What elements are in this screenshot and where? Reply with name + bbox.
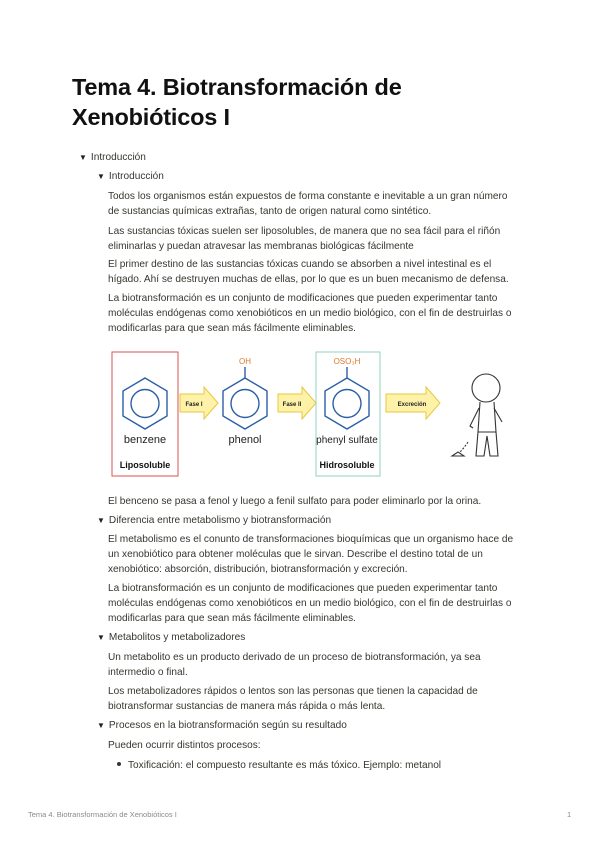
- benzene-ring-icon: [123, 378, 167, 429]
- text-line: La biotransformación es un conjunto de modificaciones que pueden experimentar tanto: [108, 583, 498, 594]
- excretion-label: Excreción: [397, 402, 427, 408]
- paragraph: [108, 291, 528, 336]
- toggle-diferencia[interactable]: [97, 513, 331, 528]
- text-line: hígado. Ahí se destruyen muchas de ellas, por lo que es un buen mecanismo de defensa.: [108, 274, 509, 285]
- toggle-label: Diferencia entre metabolismo y biotransformación: [108, 515, 332, 526]
- text-line: Los metabolizadores rápidos o lentos son las personas que tienen la capacidad de: [108, 686, 478, 697]
- toggle-label: Procesos en la biotransformación según su resultado: [108, 720, 347, 731]
- phenyl-sulfate-ring-icon: [325, 367, 369, 429]
- paragraph: [108, 257, 528, 287]
- text-line: eliminarlas y puedan atravesar las membranas biológicas fácilmente: [108, 241, 414, 252]
- triangle-down-icon[interactable]: ▼: [97, 516, 105, 525]
- paragraph: [108, 738, 528, 753]
- text-line: modificarlas para que sean más fácilmente eliminables.: [108, 613, 356, 624]
- text-line: de sustancias químicas extrañas, tanto de origen natural como sintético.: [108, 206, 432, 217]
- paragraph: [108, 532, 528, 577]
- toggle-introduccion[interactable]: [79, 150, 146, 165]
- hidrosoluble-label: Hidrosoluble: [319, 460, 375, 470]
- toggle-metabolitos[interactable]: [97, 630, 245, 645]
- phase-1-arrow: [180, 387, 218, 419]
- text-line: moléculas endógenas como xenobióticos en un medio biológico, con el fin de destruirlas o: [108, 598, 512, 609]
- paragraph: [108, 684, 528, 714]
- text-line: El primer destino de las sustancias tóxicas cuando se absorben a nivel intestinal es el: [108, 259, 492, 270]
- text-line: Un metabolito es un producto derivado de un proceso de biotransformación, ya sea: [108, 652, 481, 663]
- toggle-label: Introducción: [90, 152, 146, 163]
- triangle-down-icon[interactable]: ▼: [97, 172, 105, 181]
- phenol-ring-icon: [223, 367, 267, 429]
- text-line: biotransformar sustancias de manera más rápida o más lenta.: [108, 701, 386, 712]
- biotransformation-diagram: [108, 350, 528, 480]
- page-title: [72, 72, 542, 132]
- toggle-introduccion-sub[interactable]: [97, 169, 164, 184]
- text-line: intermedio o final.: [108, 667, 188, 678]
- phenyl-sulfate-label: phenyl sulfate: [316, 435, 378, 446]
- title-line-2: Xenobióticos I: [72, 104, 230, 130]
- oh-label: OH: [239, 357, 251, 366]
- excretion-arrow: [386, 387, 440, 419]
- list-item-text: Toxificación: el compuesto resultante es más tóxico. Ejemplo: metanol: [128, 760, 442, 771]
- text-line: un xenobiótico para obtener moléculas que le sirvan. Describe el destino total de un: [108, 549, 483, 560]
- liposoluble-box: [112, 352, 178, 476]
- phenol-label: phenol: [228, 434, 262, 446]
- phase-1-label: Fase I: [185, 402, 203, 408]
- paragraph: [108, 650, 528, 680]
- caption: [108, 494, 528, 509]
- toggle-label: Metabolitos y metabolizadores: [108, 632, 246, 643]
- text-line: Las sustancias tóxicas suelen ser liposolubles, de manera que no sea fácil para el riñón: [108, 226, 501, 237]
- text-line: El metabolismo es el conunto de transformaciones bioquímicas que un organismo hace de: [108, 534, 514, 545]
- text-line: modificarlas para que sean más fácilmente eliminables.: [108, 323, 356, 334]
- text-line: El benceno se pasa a fenol y luego a fenil sulfato para poder eliminarlo por la orina.: [108, 496, 482, 507]
- text-line: Todos los organismos están expuestos de forma constante e inevitable a un gran número: [108, 191, 508, 202]
- list-item: [117, 758, 441, 773]
- phase-2-label: Fase II: [282, 402, 302, 408]
- paragraph: [108, 224, 528, 254]
- triangle-down-icon[interactable]: ▼: [97, 633, 105, 642]
- oso3h-label: OSO₃H: [333, 357, 361, 366]
- person-figure-icon: [452, 374, 502, 456]
- footer-page-number: 1: [567, 810, 572, 819]
- triangle-down-icon[interactable]: ▼: [97, 721, 105, 730]
- toggle-procesos[interactable]: [97, 718, 347, 733]
- toggle-label: Introducción: [108, 171, 164, 182]
- text-line: moléculas endógenas como xenobióticos en un medio biológico, con el fin de destruirlas o: [108, 308, 512, 319]
- title-line-1: Tema 4. Biotransformación de: [72, 74, 402, 100]
- benzene-label: benzene: [123, 434, 167, 446]
- paragraph: [108, 581, 528, 626]
- triangle-down-icon[interactable]: ▼: [79, 153, 87, 162]
- bullet-dot-icon: [117, 762, 121, 766]
- text-line: xenobiótico: absorción, distribución, biotransformación y excreción.: [108, 564, 408, 575]
- text-line: Pueden ocurrir distintos procesos:: [108, 740, 261, 751]
- paragraph: [108, 189, 528, 219]
- footer-title: Tema 4. Biotransformación de Xenobióticos I: [28, 810, 177, 819]
- text-line: La biotransformación es un conjunto de modificaciones que pueden experimentar tanto: [108, 293, 498, 304]
- phase-2-arrow: [278, 387, 316, 419]
- liposoluble-label: Liposoluble: [119, 460, 171, 470]
